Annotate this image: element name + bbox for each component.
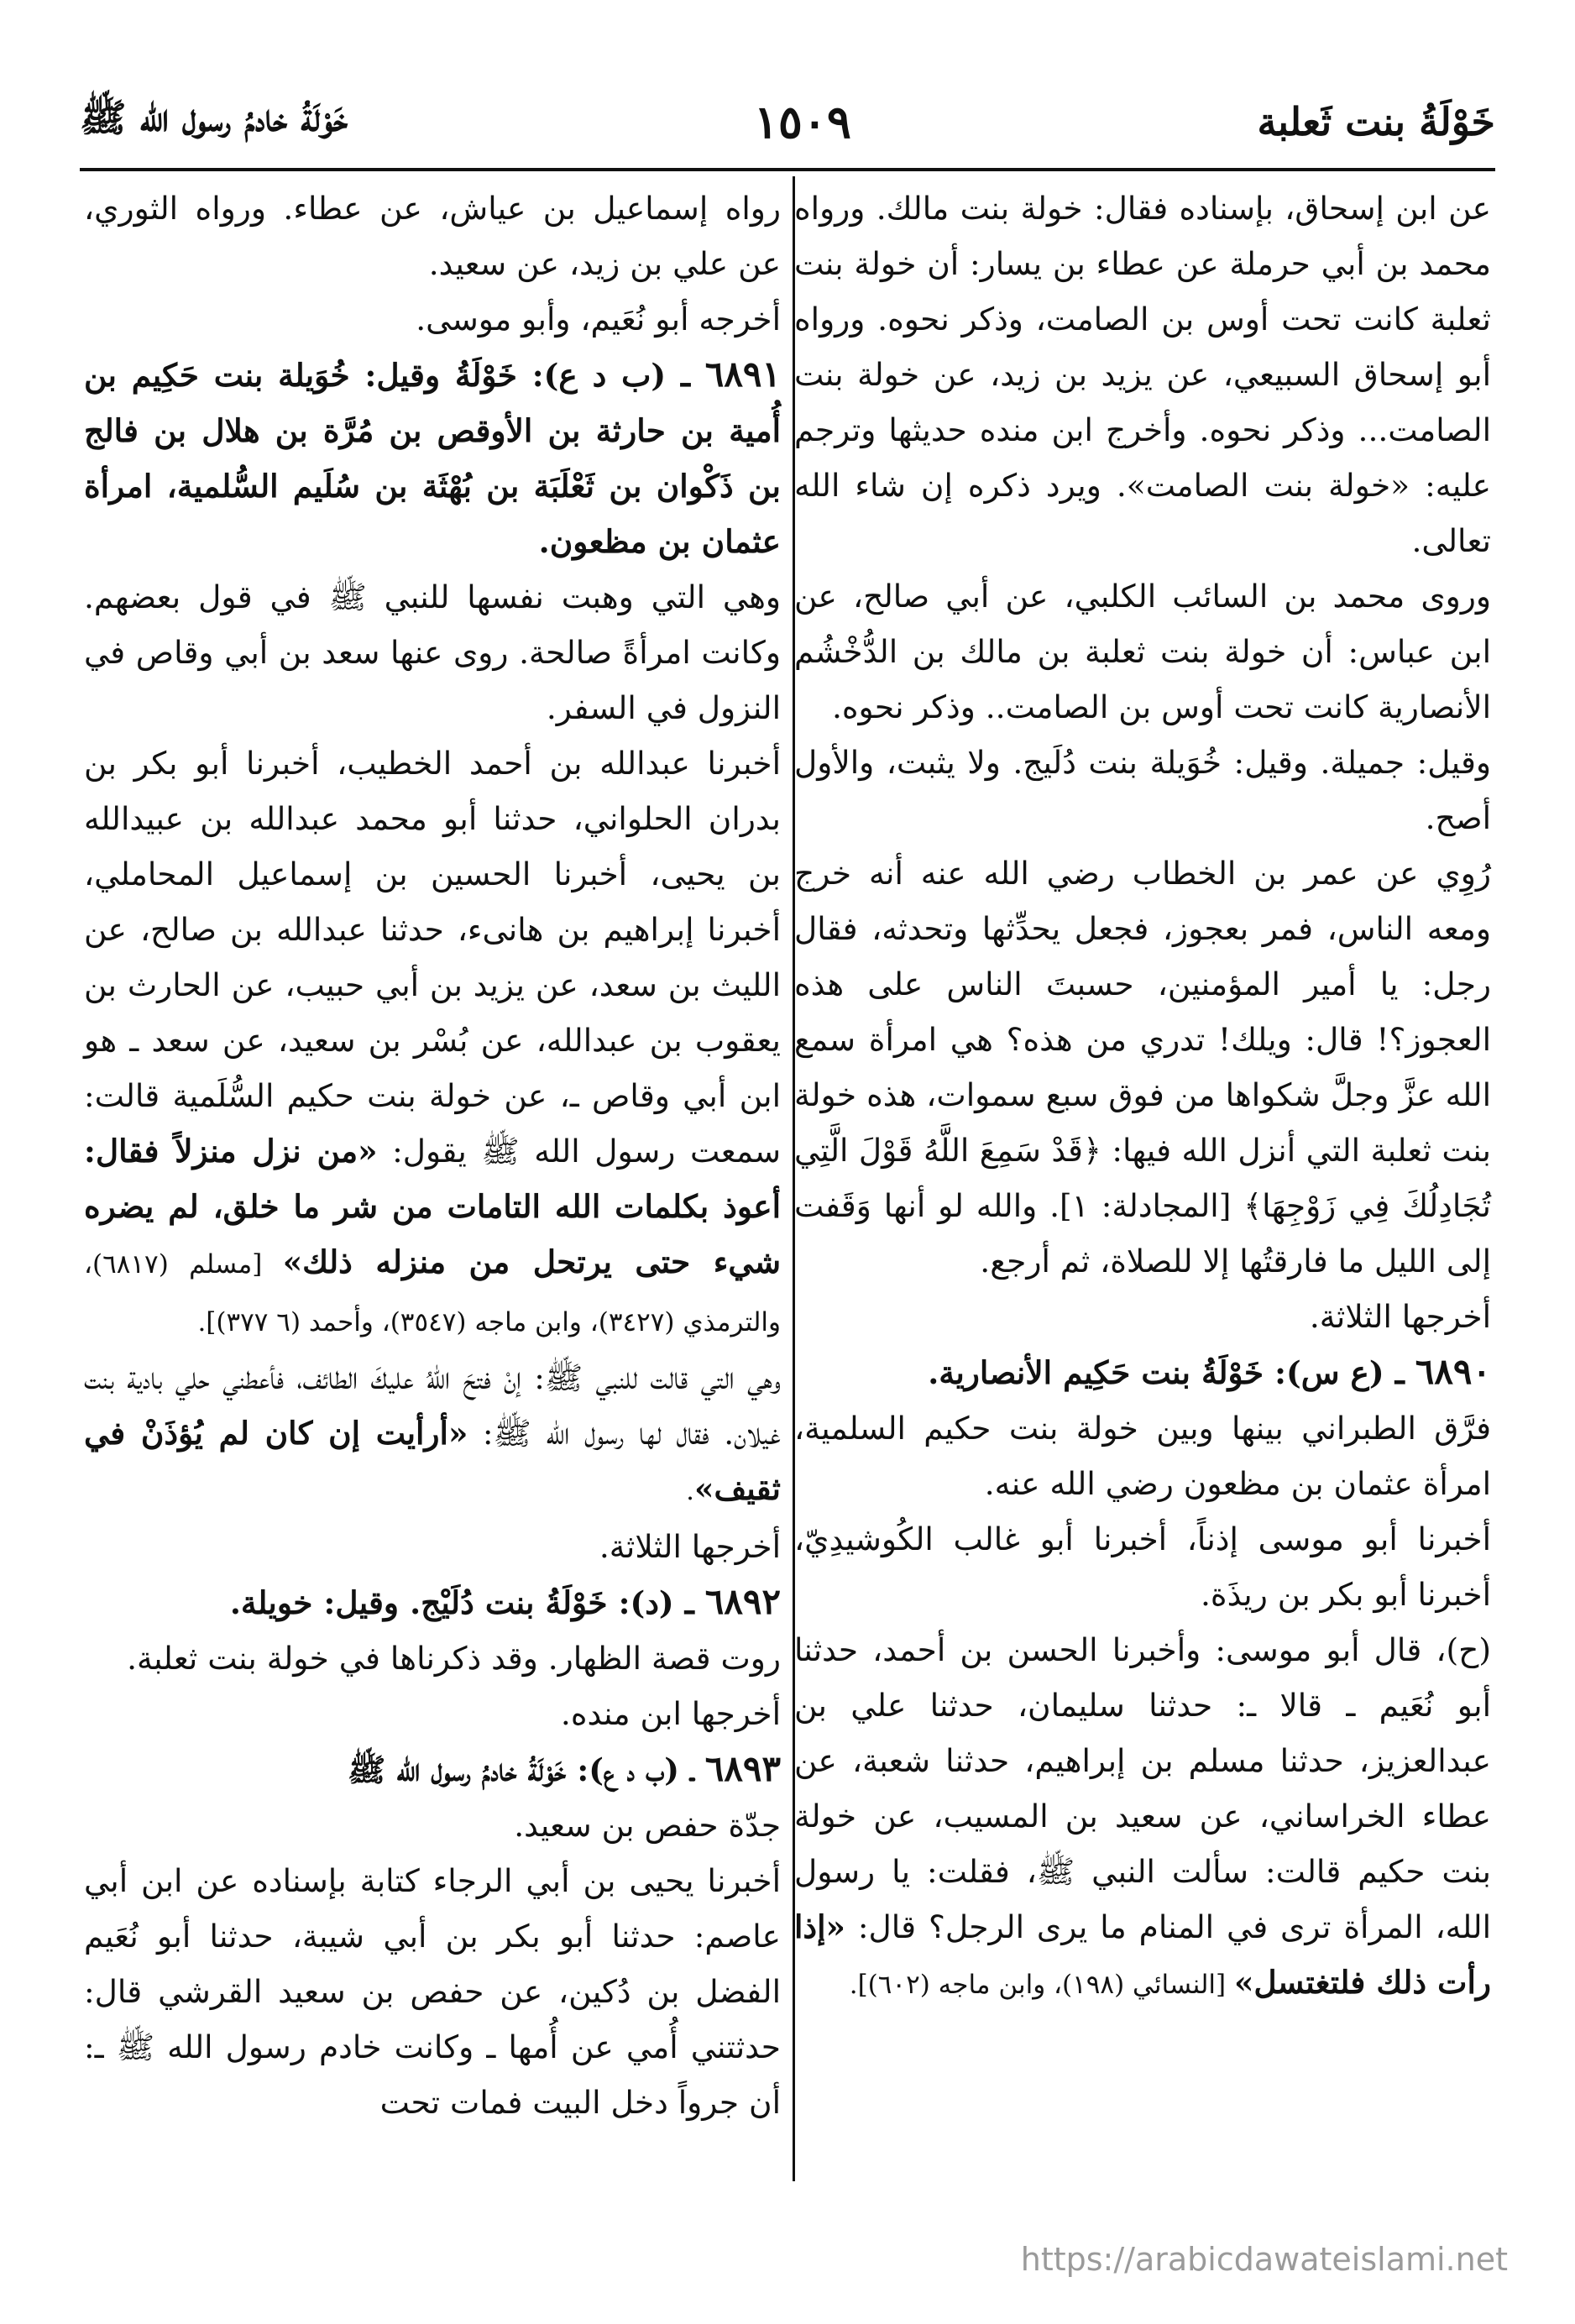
entry-title: ـ (ع س): خَوْلَةُ بنت حَكِيم الأنصارية.	[928, 1354, 1415, 1391]
hadith-paragraph	[84, 735, 781, 1350]
paragraph: أخرجها الثلاثة.	[1309, 1298, 1491, 1335]
entry-heading	[84, 347, 781, 569]
paragraph: أخبرنا أبو موسى إذناً، أخبرنا أبو غالب الكُوشيدِيّ، أخبرنا أبو بكر بن ريذَة.	[794, 1521, 1491, 1613]
header-rule	[80, 168, 1495, 171]
paragraph: وقيل: جميلة. وقيل: خُوَيلة بنت دُلَيج. ولا يثبت، والأول أصح.	[794, 744, 1491, 836]
hadith-quote: «أرأيت إن كان لم يُؤذَنْ في ثقيف»	[84, 1415, 781, 1507]
paragraph: أخرجها الثلاثة.	[599, 1528, 781, 1565]
entry-number: ٦٨٩٠	[1415, 1351, 1491, 1392]
paragraph: جدّة حفص بن سعيد.	[514, 1807, 781, 1844]
paragraph: أخرجها ابن منده.	[560, 1695, 781, 1732]
paragraph: عن ابن إسحاق، بإسناده فقال: خولة بنت مالك. ورواه محمد بن أبي حرملة عن عطاء بن يسار: أن خولة بنت ثعلبة كانت تحت أوس بن الصامت، وذكر نحوه. ورواه أبو إسحاق السبيعي، عن يزيد بن زيد، عن خولة بنت الصامت... وذكر نحوه. وأخرج ابن منده حديثها وترجم عليه: «خولة بنت الصامت». ويرد ذكره إن شاء الله تعالى.	[794, 190, 1491, 559]
paragraph-text: (ح)، قال أبو موسى: وأخبرنا الحسن بن أحمد، حدثنا أبو نُعَيم ـ قالا ـ: حدثنا سليمان، حدثنا علي بن عبدالعزيز، حدثنا مسلم بن إبراهيم، حدثنا شعبة، عن عطاء الخراساني، عن سعيد بن المسيب، عن خولة بنت حكيم قالت: سألت النبي ﷺ، فقلت: يا رسول الله، المرأة ترى في المنام ما يرى الرجل؟ قال:	[794, 1631, 1491, 1945]
hadith-quote: «إذا رأت ذلك فلتغتسل»	[794, 1908, 1491, 2001]
source-reference: [مسلم (٦٨١٧)، والترمذي (٣٤٢٧)، وابن ماجه (٣٥٤٧)، وأحمد (٦ ٣٧٧)].	[84, 1249, 781, 1337]
hadith-paragraph	[84, 1350, 781, 1519]
paragraph: وهي التي وهبت نفسها للنبي ﷺ في قول بعضهم. وكانت امرأةً صالحة. روى عنها سعد بن أبي وقاص في النزول في السفر.	[84, 578, 781, 726]
paragraph: وروى محمد بن السائب الكلبي، عن أبي صالح، عن ابن عباس: أن خولة بنت ثعلبة بن مالك بن الدُّخْشُم الأنصارية كانت تحت أوس بن الصامت.. وذكر نحوه.	[794, 578, 1491, 725]
header-left-title: خَوْلَةُ خادمُ رسول الله ﷺ	[80, 94, 348, 140]
running-header	[80, 84, 1495, 160]
paragraph: فرَّق الطبراني بينها وبين خولة بنت حكيم السلمية، امرأة عثمان بن مظعون رضي الله عنه.	[794, 1410, 1491, 1502]
paragraph: أخرجه أبو نُعَيم، وأبو موسى.	[416, 301, 781, 338]
watermark-url: https://arabicdawateislami.net	[1020, 2241, 1508, 2278]
paragraph: أخبرنا يحيى بن أبي الرجاء كتابة بإسناده عن ابن أبي عاصم: حدثنا أبو بكر بن أبي شيبة، حدثنا أبو نُعَيم الفضل بن دُكين، عن حفص بن سعيد القرشي قال: حدثتني أُمي عن أُمها ـ وكانت خادم رسول الله ﷺ ـ: أن جرواً دخل البيت فمات تحت	[84, 1862, 781, 2121]
right-column	[794, 181, 1491, 2013]
paragraph: رواه إسماعيل بن عياش، عن عطاء. ورواه الثوري، عن علي بن زيد، عن سعيد.	[84, 190, 781, 282]
entry-heading	[84, 1574, 781, 1630]
left-column	[84, 181, 781, 2130]
entry-title: ـ (ب د ع): خَوْلَةُ خادمُ رسول الله ﷺ	[348, 1751, 705, 1788]
paragraph: رُوِي عن عمر بن الخطاب رضي الله عنه أنه خرج ومعه الناس، فمر بعجوز، فجعل يحدِّثها وتحدثه، فقال رجل: يا أمير المؤمنين، حسبتَ الناس على هذه العجوز؟! قال: ويلك! تدري من هذه؟ هي امرأة سمع الله عزَّ وجلَّ شكواها من فوق سبع سموات، هذه خولة بنت ثعلبة التي أنزل الله فيها: ﴿قَدْ سَمِعَ اللَّهُ قَوْلَ الَّتِي تُجَادِلُكَ فِي زَوْجِهَا﴾ [المجادلة: ١]. والله لو أنها وَقَفت إلى الليل ما فارقتُها إلا للصلاة، ثم أرجع.	[794, 855, 1491, 1280]
entry-heading	[84, 1741, 781, 1798]
entry-number: ٦٨٩٣	[704, 1748, 781, 1789]
hadith-paragraph	[794, 1622, 1491, 2013]
paragraph-text: أخبرنا عبدالله بن أحمد الخطيب، أخبرنا أبو بكر بن بدران الحلواني، حدثنا أبو محمد عبدالله بن عبيدالله بن يحيى، أخبرنا الحسين بن إسماعيل المحاملي، أخبرنا إبراهيم بن هانىء، حدثنا عبدالله بن صالح، عن الليث بن سعد، عن يزيد بن أبي حبيب، عن الحارث بن يعقوب بن عبدالله، عن بُسْر بن سعيد، عن سعد ـ هو ابن أبي وقاص ـ، عن خولة بنت حكيم السُّلَمية قالت: سمعت رسول الله ﷺ يقول:	[84, 745, 781, 1170]
paragraph-text: وهي التي قالت للنبي ﷺ: إنْ فتحَ اللّهُ عليكَ الطائف، فأعطني حلي بادية بنت غيلان. فقال لها رسول الله ﷺ:	[84, 1359, 781, 1452]
entry-number: ٦٨٩١	[704, 353, 781, 395]
hadith-quote: «من نزل منزلاً فقال: أعوذ بكلمات الله التامات من شر ما خلق، لم يضره شيء حتى يرتحل من منزله ذلك»	[84, 1133, 781, 1280]
entry-title: ـ (ب د ع): خَوْلَةُ وقيل: خُوَيلة بنت حَكِيم بن أُمية بن حارثة بن الأوقص بن مُرَّة بن هلال بن فالج بن ذَكْوان بن ثَعْلَبَة بن بُهْثَة بن سُلَيم السُّلمية، امرأة عثمان بن مظعون.	[84, 357, 781, 560]
entry-title: ـ (د): خَوْلَةُ بنت دُلَيْج. وقيل: خويلة.	[229, 1584, 705, 1621]
header-right-title: خَوْلَةُ بنت ثَعلبة	[1257, 99, 1495, 144]
source-reference: [النسائي (١٩٨)، وابن ماجه (٦٠٢)].	[849, 1970, 1234, 2000]
entry-heading	[794, 1344, 1491, 1400]
paragraph: روت قصة الظهار. وقد ذكرناها في خولة بنت ثعلبة.	[127, 1640, 781, 1677]
page-number: ١٥٠٩	[753, 95, 851, 149]
source-reference: .	[686, 1476, 695, 1506]
entry-number: ٦٨٩٢	[704, 1581, 781, 1622]
